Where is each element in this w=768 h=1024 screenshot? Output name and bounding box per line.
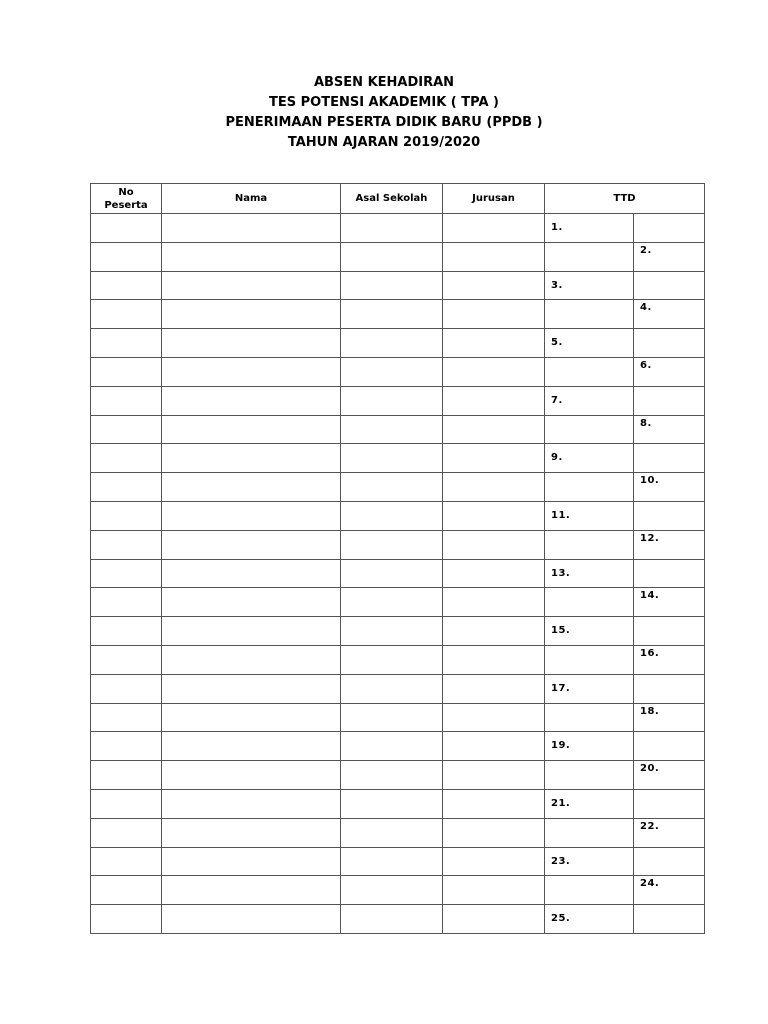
header-ttd: TTD <box>545 184 705 214</box>
cell-asal-sekolah <box>341 473 443 502</box>
cell-nama <box>162 386 341 415</box>
cell-asal-sekolah <box>341 905 443 934</box>
header-no-line1: No <box>118 186 134 198</box>
cell-asal-sekolah <box>341 444 443 473</box>
title-line-3: PENERIMAAN PESERTA DIDIK BARU (PPDB ) <box>225 115 543 130</box>
cell-ttd-right <box>634 876 705 905</box>
table-row <box>91 588 705 617</box>
cell-ttd-right <box>634 847 705 876</box>
cell-nama <box>162 329 341 358</box>
cell-jurusan <box>443 300 545 329</box>
cell-nama <box>162 415 341 444</box>
cell-ttd-right <box>634 242 705 271</box>
table-row <box>91 905 705 934</box>
ttd-number: 13. <box>551 567 571 579</box>
cell-ttd-left <box>545 732 634 761</box>
header-no-peserta <box>91 184 162 214</box>
table-row <box>91 530 705 559</box>
cell-nama <box>162 905 341 934</box>
table-row <box>91 271 705 300</box>
cell-no-peserta <box>91 674 162 703</box>
cell-ttd-left <box>545 329 634 358</box>
cell-no-peserta <box>91 415 162 444</box>
cell-ttd-left <box>545 530 634 559</box>
ttd-number: 3. <box>551 279 563 291</box>
table-row <box>91 473 705 502</box>
cell-asal-sekolah <box>341 876 443 905</box>
ttd-number: 2. <box>640 244 652 256</box>
ttd-number: 23. <box>551 855 571 867</box>
cell-ttd-right <box>634 300 705 329</box>
cell-ttd-right <box>634 473 705 502</box>
ttd-number: 1. <box>551 222 563 233</box>
cell-jurusan <box>443 501 545 530</box>
cell-ttd-right <box>634 329 705 358</box>
cell-jurusan <box>443 761 545 790</box>
ttd-number: 10. <box>640 475 660 487</box>
cell-no-peserta <box>91 242 162 271</box>
cell-no-peserta <box>91 386 162 415</box>
header-jurusan: Jurusan <box>443 184 545 214</box>
cell-ttd-left <box>545 703 634 732</box>
cell-ttd-left <box>545 645 634 674</box>
cell-jurusan <box>443 818 545 847</box>
ttd-number: 5. <box>551 337 563 349</box>
document-title <box>0 73 768 153</box>
cell-ttd-left <box>545 876 634 905</box>
cell-nama <box>162 761 341 790</box>
cell-jurusan <box>443 242 545 271</box>
title-line-4: TAHUN AJARAN 2019/2020 <box>287 135 481 150</box>
table-row <box>91 645 705 674</box>
cell-asal-sekolah <box>341 415 443 444</box>
table-row <box>91 300 705 329</box>
cell-ttd-right <box>634 415 705 444</box>
cell-nama <box>162 242 341 271</box>
cell-ttd-left <box>545 242 634 271</box>
cell-no-peserta <box>91 818 162 847</box>
cell-jurusan <box>443 559 545 588</box>
ttd-number: 11. <box>551 509 571 521</box>
cell-jurusan <box>443 847 545 876</box>
cell-nama <box>162 847 341 876</box>
cell-ttd-right <box>634 588 705 617</box>
cell-no-peserta <box>91 444 162 473</box>
cell-asal-sekolah <box>341 530 443 559</box>
cell-nama <box>162 559 341 588</box>
cell-ttd-right <box>634 214 705 243</box>
ttd-number: 19. <box>551 740 571 752</box>
header-nama: Nama <box>162 184 341 214</box>
cell-asal-sekolah <box>341 732 443 761</box>
cell-ttd-right <box>634 905 705 934</box>
cell-asal-sekolah <box>341 214 443 243</box>
ttd-number: 14. <box>640 590 660 602</box>
cell-ttd-left <box>545 300 634 329</box>
cell-ttd-left <box>545 271 634 300</box>
table-row <box>91 761 705 790</box>
cell-nama <box>162 444 341 473</box>
table-row <box>91 501 705 530</box>
cell-ttd-right <box>634 271 705 300</box>
cell-no-peserta <box>91 473 162 502</box>
cell-no-peserta <box>91 300 162 329</box>
cell-ttd-left <box>545 444 634 473</box>
cell-no-peserta <box>91 329 162 358</box>
ttd-number: 8. <box>640 417 652 429</box>
cell-jurusan <box>443 271 545 300</box>
cell-no-peserta <box>91 789 162 818</box>
cell-jurusan <box>443 876 545 905</box>
cell-jurusan <box>443 444 545 473</box>
cell-no-peserta <box>91 645 162 674</box>
ttd-number: 4. <box>640 302 652 314</box>
cell-ttd-left <box>545 617 634 646</box>
cell-nama <box>162 818 341 847</box>
cell-no-peserta <box>91 905 162 934</box>
cell-no-peserta <box>91 847 162 876</box>
cell-jurusan <box>443 703 545 732</box>
cell-ttd-right <box>634 818 705 847</box>
cell-ttd-left <box>545 214 634 243</box>
cell-ttd-right <box>634 732 705 761</box>
cell-jurusan <box>443 674 545 703</box>
cell-nama <box>162 876 341 905</box>
ttd-number: 7. <box>551 394 563 406</box>
ttd-number: 18. <box>640 705 660 717</box>
cell-asal-sekolah <box>341 242 443 271</box>
cell-asal-sekolah <box>341 501 443 530</box>
header-row <box>91 184 705 214</box>
cell-ttd-right <box>634 501 705 530</box>
cell-ttd-right <box>634 645 705 674</box>
ttd-number: 22. <box>640 820 660 832</box>
cell-jurusan <box>443 357 545 386</box>
table-row <box>91 847 705 876</box>
cell-jurusan <box>443 415 545 444</box>
table-row <box>91 214 705 243</box>
ttd-number: 21. <box>551 797 571 809</box>
cell-no-peserta <box>91 732 162 761</box>
ttd-number: 12. <box>640 532 660 544</box>
cell-nama <box>162 530 341 559</box>
cell-ttd-left <box>545 905 634 934</box>
cell-ttd-right <box>634 674 705 703</box>
table-row <box>91 242 705 271</box>
cell-asal-sekolah <box>341 847 443 876</box>
cell-jurusan <box>443 789 545 818</box>
cell-ttd-left <box>545 789 634 818</box>
cell-no-peserta <box>91 271 162 300</box>
cell-jurusan <box>443 530 545 559</box>
cell-jurusan <box>443 732 545 761</box>
title-line-2: TES POTENSI AKADEMIK ( TPA ) <box>268 95 499 110</box>
ttd-number: 6. <box>640 359 652 371</box>
ttd-number: 24. <box>640 878 660 890</box>
attendance-rows <box>91 214 705 934</box>
table-row <box>91 876 705 905</box>
cell-nama <box>162 214 341 243</box>
cell-ttd-left <box>545 386 634 415</box>
cell-no-peserta <box>91 617 162 646</box>
cell-jurusan <box>443 329 545 358</box>
cell-jurusan <box>443 386 545 415</box>
cell-no-peserta <box>91 501 162 530</box>
cell-ttd-left <box>545 473 634 502</box>
cell-ttd-right <box>634 357 705 386</box>
cell-nama <box>162 357 341 386</box>
cell-ttd-left <box>545 588 634 617</box>
table-row <box>91 818 705 847</box>
cell-nama <box>162 588 341 617</box>
cell-jurusan <box>443 588 545 617</box>
cell-ttd-left <box>545 847 634 876</box>
cell-jurusan <box>443 214 545 243</box>
cell-asal-sekolah <box>341 271 443 300</box>
table-row <box>91 329 705 358</box>
cell-nama <box>162 617 341 646</box>
ttd-number: 15. <box>551 625 571 637</box>
cell-ttd-right <box>634 617 705 646</box>
cell-ttd-right <box>634 703 705 732</box>
ttd-number: 16. <box>640 647 660 659</box>
cell-ttd-left <box>545 674 634 703</box>
cell-ttd-left <box>545 415 634 444</box>
cell-asal-sekolah <box>341 386 443 415</box>
cell-nama <box>162 789 341 818</box>
cell-asal-sekolah <box>341 645 443 674</box>
cell-ttd-left <box>545 501 634 530</box>
cell-asal-sekolah <box>341 357 443 386</box>
cell-nama <box>162 674 341 703</box>
cell-asal-sekolah <box>341 818 443 847</box>
cell-asal-sekolah <box>341 300 443 329</box>
table-row <box>91 559 705 588</box>
ttd-number: 9. <box>551 452 563 464</box>
cell-nama <box>162 645 341 674</box>
cell-ttd-right <box>634 444 705 473</box>
cell-nama <box>162 703 341 732</box>
cell-jurusan <box>443 617 545 646</box>
cell-no-peserta <box>91 761 162 790</box>
table-row <box>91 617 705 646</box>
cell-jurusan <box>443 473 545 502</box>
title-line-1: ABSEN KEHADIRAN <box>313 75 455 90</box>
attendance-table <box>90 183 705 934</box>
cell-asal-sekolah <box>341 789 443 818</box>
table-row <box>91 415 705 444</box>
cell-nama <box>162 271 341 300</box>
table-row <box>91 357 705 386</box>
cell-no-peserta <box>91 559 162 588</box>
cell-asal-sekolah <box>341 329 443 358</box>
cell-nama <box>162 300 341 329</box>
cell-jurusan <box>443 645 545 674</box>
cell-asal-sekolah <box>341 617 443 646</box>
cell-asal-sekolah <box>341 703 443 732</box>
cell-asal-sekolah <box>341 674 443 703</box>
cell-ttd-right <box>634 530 705 559</box>
cell-ttd-left <box>545 357 634 386</box>
ttd-number: 25. <box>551 913 571 925</box>
cell-nama <box>162 501 341 530</box>
table-row <box>91 674 705 703</box>
table-row <box>91 444 705 473</box>
cell-no-peserta <box>91 530 162 559</box>
cell-no-peserta <box>91 357 162 386</box>
cell-ttd-left <box>545 761 634 790</box>
cell-asal-sekolah <box>341 559 443 588</box>
cell-ttd-right <box>634 761 705 790</box>
table-row <box>91 386 705 415</box>
cell-no-peserta <box>91 876 162 905</box>
ttd-number: 20. <box>640 763 660 775</box>
cell-asal-sekolah <box>341 588 443 617</box>
cell-no-peserta <box>91 703 162 732</box>
cell-ttd-right <box>634 386 705 415</box>
table-row <box>91 732 705 761</box>
cell-nama <box>162 732 341 761</box>
cell-jurusan <box>443 905 545 934</box>
table-row <box>91 703 705 732</box>
cell-nama <box>162 473 341 502</box>
table-row <box>91 789 705 818</box>
cell-asal-sekolah <box>341 761 443 790</box>
cell-no-peserta <box>91 214 162 243</box>
ttd-number: 17. <box>551 682 571 694</box>
cell-ttd-left <box>545 559 634 588</box>
header-no-line2: Peserta <box>104 199 148 211</box>
cell-no-peserta <box>91 588 162 617</box>
header-asal-sekolah: Asal Sekolah <box>341 184 443 214</box>
cell-ttd-left <box>545 818 634 847</box>
cell-ttd-right <box>634 559 705 588</box>
cell-ttd-right <box>634 789 705 818</box>
